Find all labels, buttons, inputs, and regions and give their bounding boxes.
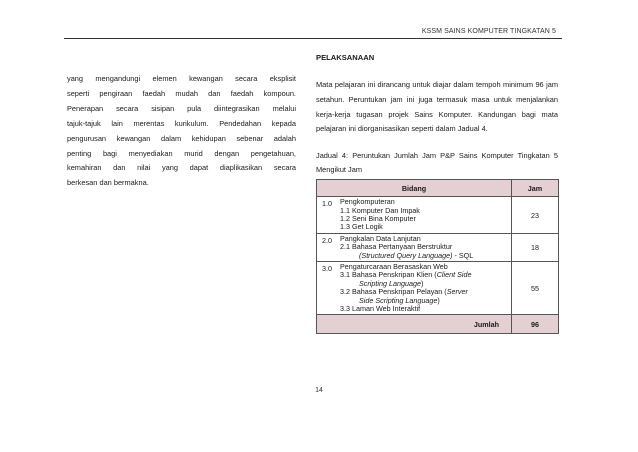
table-row	[317, 233, 559, 261]
italic-term: Client Side	[436, 270, 472, 280]
left-line: Penerapan secara sisipan pula diintegrasikan melalui	[67, 103, 296, 113]
implementation-paragraph: Mata pelajaran ini dirancang untuk diajar dalam tempoh minimum 96 jam setahun. Peruntukan jam ini juga termasuk masa untuk menjalankan kerja-kerja tugasan projek Sains Komputer. Kandungan bagi mata pelajaran ini diorganisasikan seperti dalam Jadual 4.	[316, 80, 558, 134]
header-rule	[64, 38, 562, 39]
footer-total: 96	[512, 315, 559, 334]
left-line: tajuk-tajuk lain merentas kurikulum. Pendedahan kepada	[67, 118, 296, 128]
left-line: yang mengandungi elemen kewangan secara eksplisit	[67, 74, 296, 83]
row-topic	[337, 197, 512, 234]
topic-title: Pangkalan Data Lanjutan	[340, 233, 421, 243]
left-column	[67, 72, 296, 191]
topic-item: 1.1 Komputer Dan Impak	[340, 205, 420, 215]
italic-term: Server	[446, 287, 468, 297]
row-topic	[337, 262, 512, 315]
left-line: berkesan dan bermakna.	[67, 178, 149, 188]
row-number: 1.0	[317, 197, 338, 234]
row-topic	[337, 233, 512, 261]
topic-item-continued	[340, 252, 508, 260]
item-text: 3.2 Bahasa Penskripan Pelayan (	[340, 287, 447, 297]
table-footer-row	[317, 315, 559, 334]
topic-item: 3.3 Laman Web Interaktif	[340, 304, 421, 314]
term-tail: - SQL	[452, 250, 474, 260]
term-tail: )	[437, 295, 440, 305]
row-number: 3.0	[317, 262, 338, 315]
table-caption: Jadual 4: Peruntukan Jumlah Jam P&P Sains Komputer Tingkatan 5 Mengikut Jam	[316, 151, 558, 175]
right-column	[316, 53, 558, 334]
row-hours: 23	[512, 197, 559, 234]
table-header-row	[317, 180, 559, 197]
topic-title: Pengaturcaraan Berasaskan Web	[340, 262, 448, 272]
left-line: seperti pengiraan faedah mudah dan faedah kompoun.	[67, 88, 296, 98]
item-text: 3.1 Bahasa Penskripan Klien (	[340, 270, 437, 280]
row-number: 2.0	[317, 233, 338, 261]
row-hours: 55	[512, 262, 559, 315]
footer-label: Jumlah	[317, 315, 512, 334]
topic-item: 1.2 Seni Bina Komputer	[340, 214, 416, 223]
left-line: penting bagi menyediakan murid dengan pengetahuan,	[67, 148, 296, 158]
table-row	[317, 197, 559, 234]
row-hours: 18	[512, 233, 559, 261]
table-row	[317, 262, 559, 315]
topic-item: 1.3 Get Logik	[340, 222, 383, 232]
term-tail: )	[420, 278, 424, 288]
italic-term: Scripting Language	[359, 278, 421, 288]
left-line: pengurusan kewangan dalam kehidupan sebenar adalah	[67, 133, 296, 143]
page-header	[0, 0, 638, 40]
left-line: kemahiran dan nilai yang dapat diaplikasikan secara	[67, 163, 296, 173]
header-title: KSSM SAINS KOMPUTER TINGKATAN 5	[421, 28, 556, 35]
topic-title: Pengkomputeran	[340, 197, 395, 207]
header-jam: Jam	[512, 180, 559, 197]
page-number: 14	[315, 387, 323, 394]
italic-term: (Structured Query Language)	[359, 250, 453, 260]
topic-item: 2.1 Bahasa Pertanyaan Berstruktur	[340, 242, 453, 252]
hours-table	[316, 179, 559, 334]
italic-term: Side Scripting Language	[359, 295, 438, 305]
header-bidang: Bidang	[317, 180, 512, 197]
section-heading: PELAKSANAAN	[316, 53, 375, 62]
